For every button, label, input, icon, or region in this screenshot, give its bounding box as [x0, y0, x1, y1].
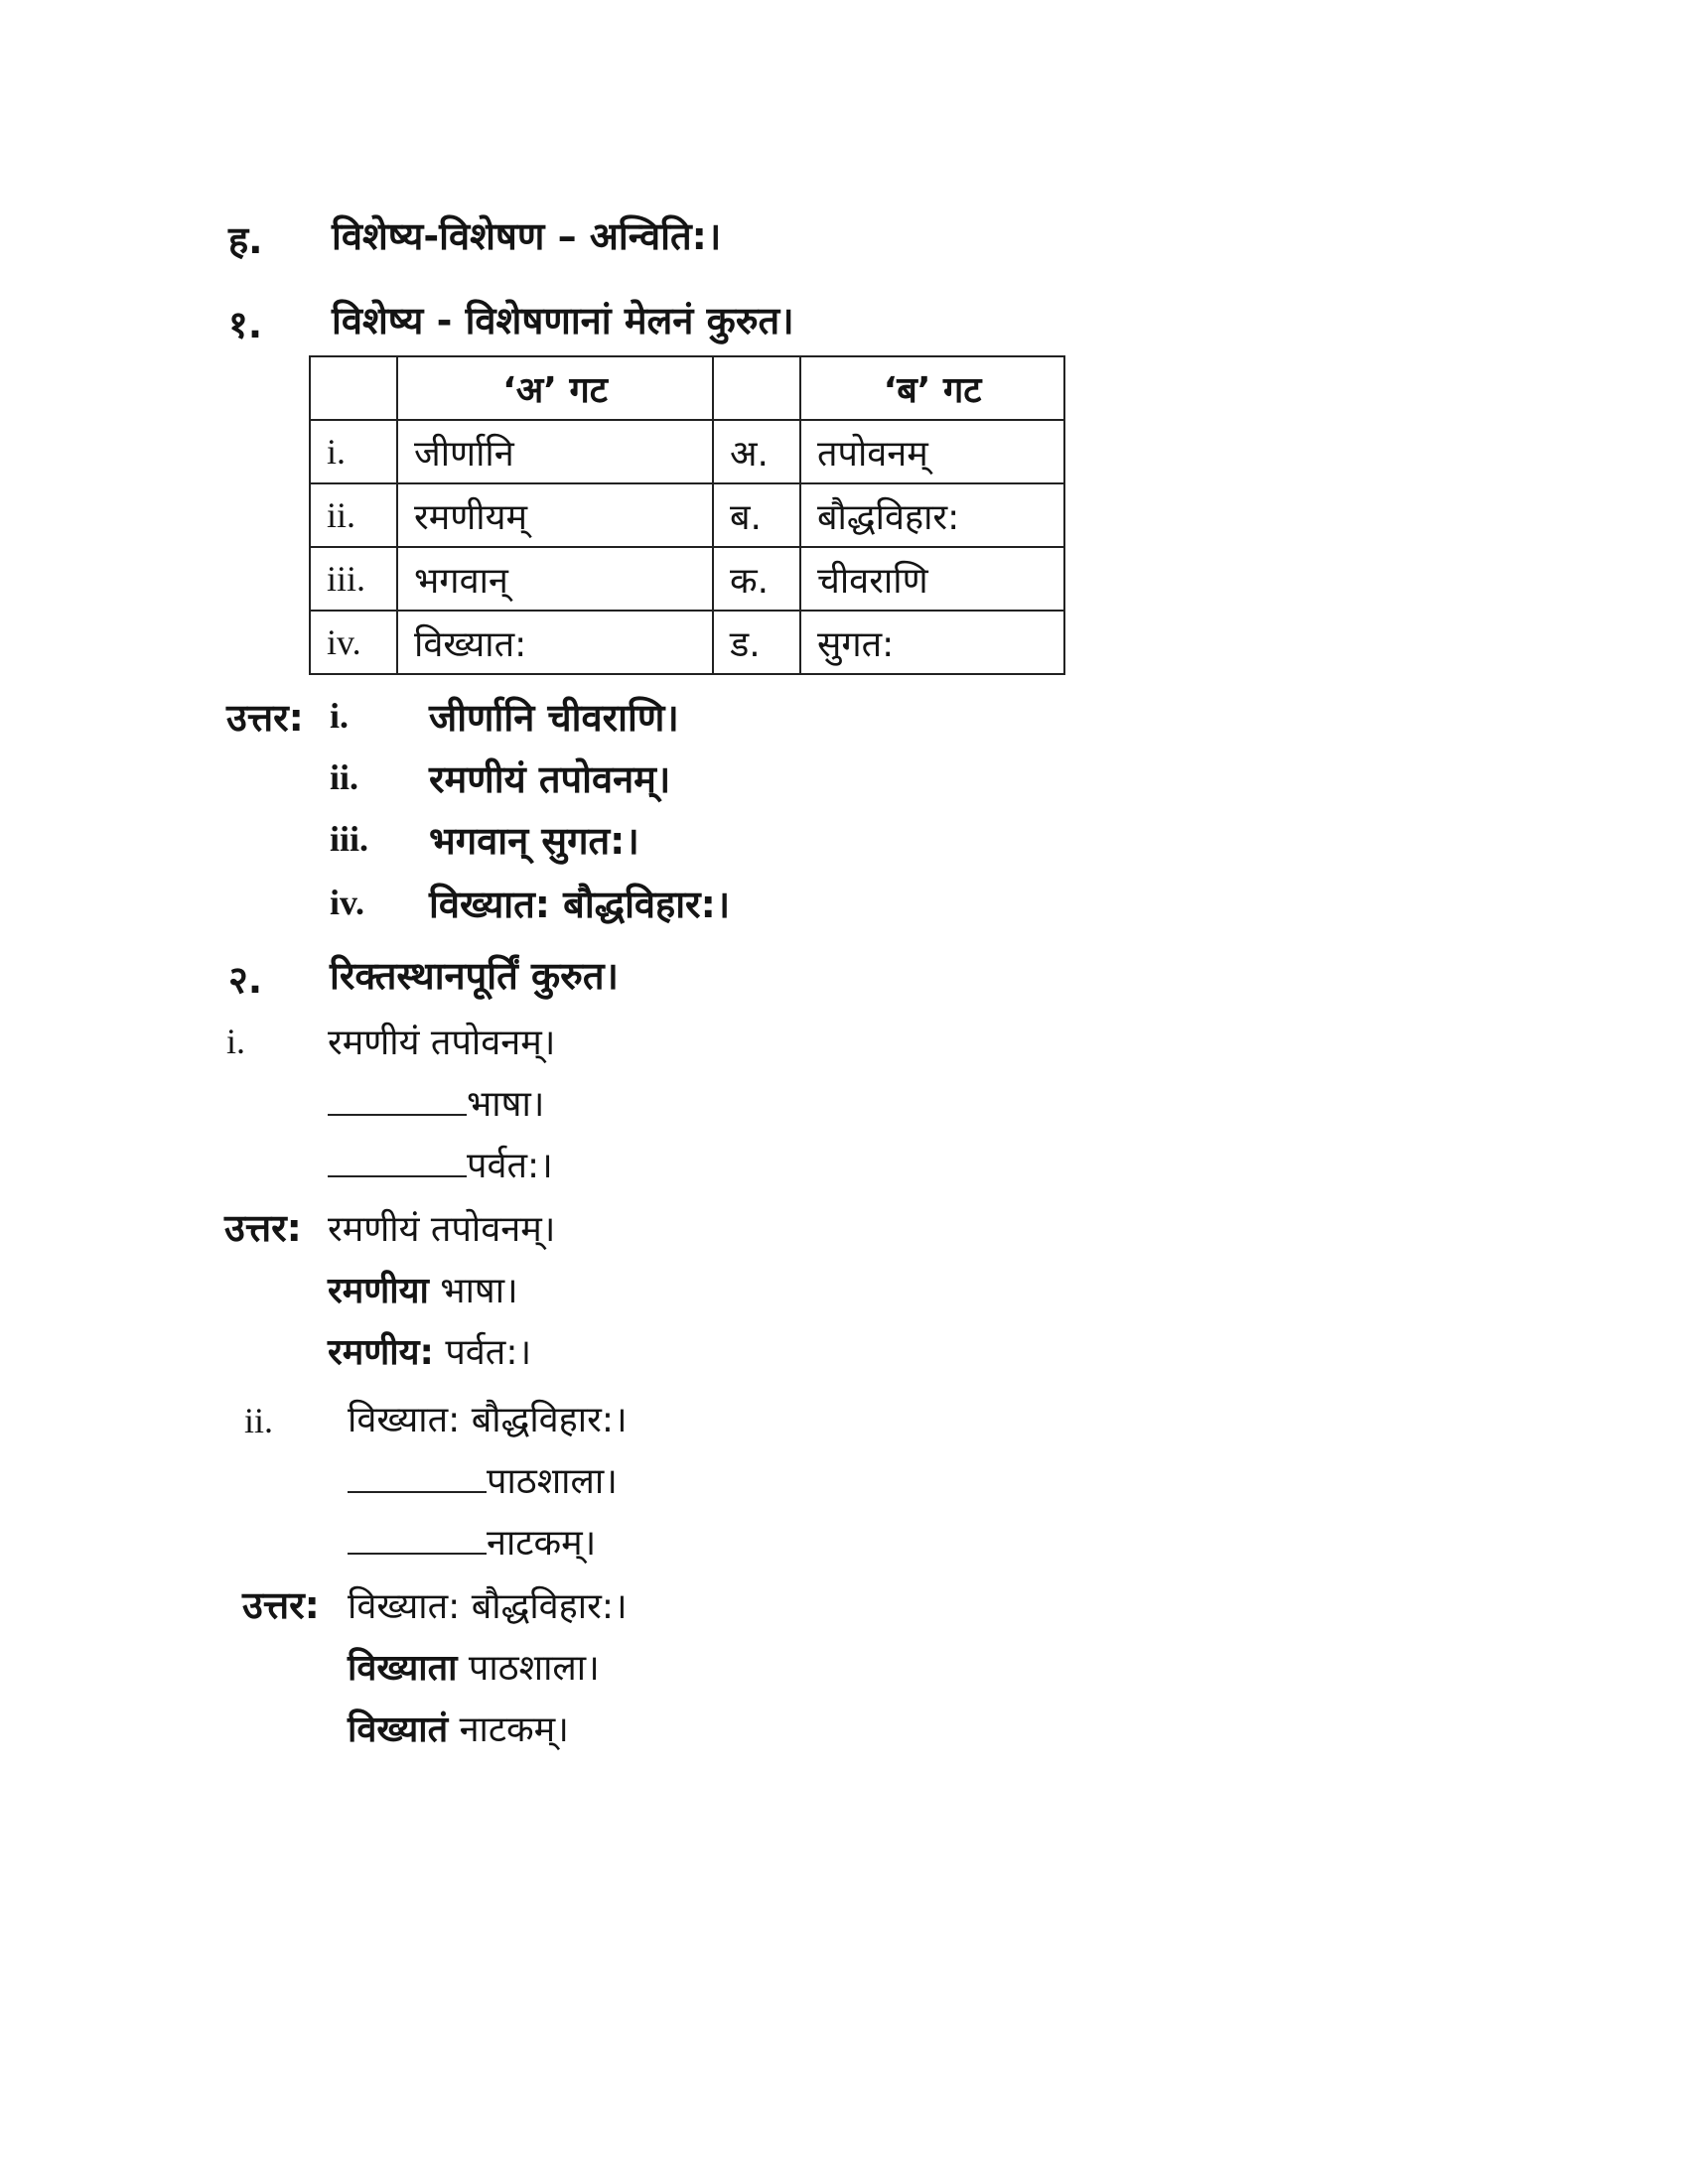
- blank-space: [348, 1523, 487, 1555]
- blank-suffix: पाठशाला।: [487, 1461, 618, 1502]
- row-number: ii.: [310, 483, 397, 547]
- answer-line: विख्यात: बौद्धविहार:।: [348, 1586, 628, 1627]
- blank-space: [328, 1084, 467, 1116]
- answer-line: [328, 1265, 518, 1313]
- header-group-a: ‘अ’ गट: [397, 356, 713, 420]
- q2-number: २.: [228, 958, 263, 1002]
- answer-text: विख्यात: बौद्धविहार:।: [429, 883, 731, 926]
- group-a-item: जीर्णानि: [397, 420, 713, 483]
- answer-number: iii.: [330, 819, 369, 859]
- table-row: [310, 420, 1064, 483]
- answer-text: जीर्णानि चीवराणि।: [429, 696, 679, 740]
- part-number: ii.: [244, 1401, 274, 1440]
- q1-title: विशेष्य - विशेषणानां मेलनं कुरुत।: [332, 299, 794, 342]
- table-row: [310, 547, 1064, 611]
- blank-suffix: नाटकम्।: [487, 1523, 597, 1564]
- blank-space: [328, 1146, 467, 1177]
- header-group-b: ‘ब’ गट: [800, 356, 1064, 420]
- answer-bold-word: रमणीया: [328, 1271, 429, 1311]
- table-row: [310, 611, 1064, 674]
- fill-blank-line: [348, 1455, 618, 1504]
- answer-text: भगवान् सुगत:।: [429, 819, 639, 863]
- answer-line: [348, 1704, 569, 1752]
- row-letter: ड.: [713, 611, 800, 674]
- table-header-row: [310, 356, 1064, 420]
- answer-line: [328, 1326, 531, 1375]
- answer-rest: पर्वत:।: [433, 1332, 532, 1373]
- answer-line: [348, 1642, 600, 1691]
- row-number: iii.: [310, 547, 397, 611]
- group-b-item: सुगत:: [800, 611, 1064, 674]
- fill-blank-line: [328, 1078, 544, 1127]
- answer-rest: भाषा।: [428, 1271, 518, 1311]
- group-a-item: भगवान्: [397, 547, 713, 611]
- given-phrase: विख्यात: बौद्धविहार:।: [348, 1400, 628, 1440]
- answer-number: ii.: [330, 757, 359, 797]
- group-a-item: विख्यात:: [397, 611, 713, 674]
- fill-blank-line: [328, 1140, 553, 1188]
- given-phrase: रमणीयं तपोवनम्।: [328, 1023, 556, 1063]
- matching-table: [309, 355, 1065, 675]
- part-number: i.: [226, 1022, 246, 1061]
- q2-title: रिक्तस्थानपूर्तिं कुरुत।: [330, 954, 619, 998]
- answer-bold-word: विख्यातं: [348, 1709, 449, 1750]
- answer-text: रमणीयं तपोवनम्।: [429, 757, 671, 801]
- q1-number: १.: [228, 303, 263, 346]
- section-letter: ह.: [228, 218, 263, 262]
- blank-suffix: भाषा।: [467, 1084, 545, 1125]
- answer-line: रमणीयं तपोवनम्।: [328, 1209, 556, 1250]
- group-b-item: तपोवनम्: [800, 420, 1064, 483]
- answer-label: उत्तर:: [224, 1206, 302, 1250]
- header-empty-cell: [713, 356, 800, 420]
- q1-answer-label: उत्तर:: [226, 696, 304, 740]
- table-row: [310, 483, 1064, 547]
- row-number: i.: [310, 420, 397, 483]
- fill-blank-line: [348, 1517, 596, 1566]
- group-a-item: रमणीयम्: [397, 483, 713, 547]
- row-letter: ब.: [713, 483, 800, 547]
- answer-bold-word: विख्याता: [348, 1648, 458, 1689]
- row-number: iv.: [310, 611, 397, 674]
- answer-rest: नाटकम्।: [448, 1709, 569, 1750]
- row-letter: क.: [713, 547, 800, 611]
- header-empty-cell: [310, 356, 397, 420]
- section-title: विशेष्य-विशेषण – अन्विति:।: [332, 214, 722, 258]
- answer-label: उत्तर:: [242, 1583, 320, 1627]
- answer-rest: पाठशाला।: [457, 1648, 600, 1689]
- blank-suffix: पर्वत:।: [467, 1146, 553, 1186]
- answer-number: i.: [330, 696, 350, 736]
- blank-space: [348, 1461, 487, 1493]
- row-letter: अ.: [713, 420, 800, 483]
- group-b-item: बौद्धविहार:: [800, 483, 1064, 547]
- group-b-item: चीवराणि: [800, 547, 1064, 611]
- answer-number: iv.: [330, 883, 365, 922]
- answer-bold-word: रमणीय:: [328, 1332, 434, 1373]
